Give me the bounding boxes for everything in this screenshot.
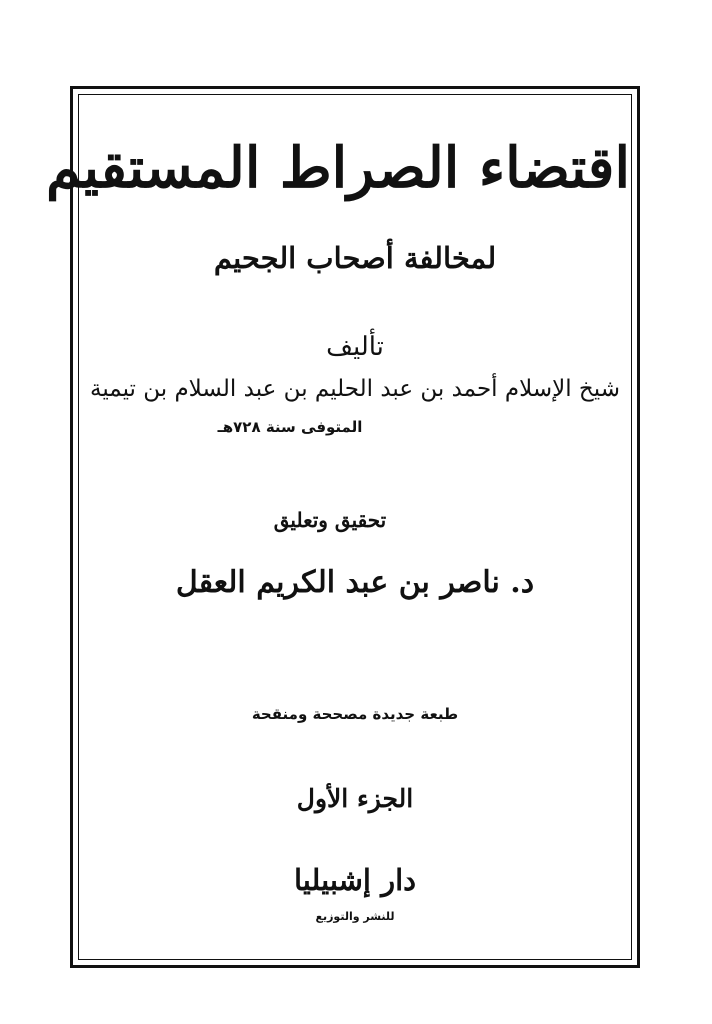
author-death-date: المتوفى سنة ٧٢٨هـ: [217, 418, 363, 436]
publisher-name: دار إشبيليا: [293, 863, 417, 897]
editor-name: د. ناصر بن عبد الكريم العقل: [175, 565, 535, 600]
book-subtitle: لمخالفة أصحاب الجحيم: [213, 241, 497, 275]
author-name: شيخ الإسلام أحمد بن عبد الحليم بن عبد السلام بن تيمية: [90, 376, 620, 402]
editing-label: تحقيق وتعليق: [273, 508, 387, 532]
book-title: اقتضاء الصراط المستقيم: [46, 135, 630, 201]
edition-note: طبعة جديدة مصححة ومنقحة: [251, 705, 459, 723]
author-label: تأليف: [326, 332, 384, 362]
publisher-tagline: للنشر والتوزيع: [315, 910, 395, 923]
volume-label: الجزء الأول: [296, 784, 414, 813]
